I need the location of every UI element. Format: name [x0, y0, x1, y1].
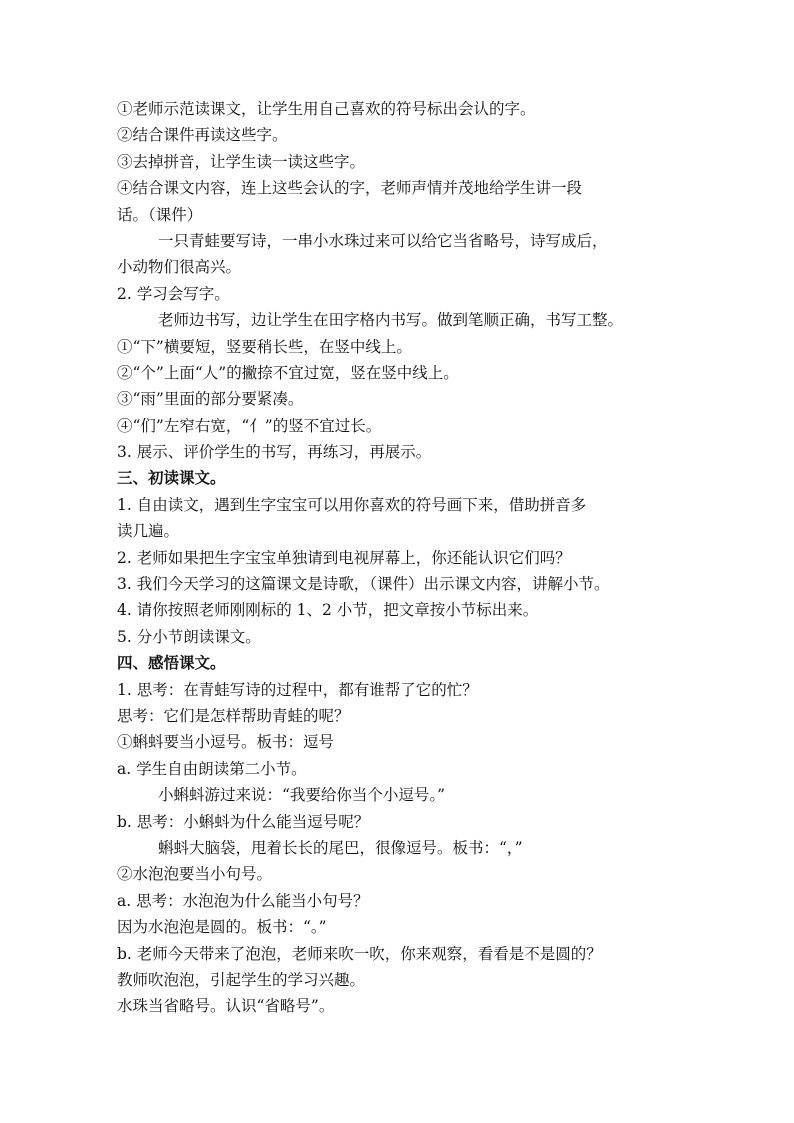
section-heading: 四、感悟课文。: [117, 653, 226, 673]
text-line: ②“个”上面“人”的撇捺不宜过宽，竖在竖中线上。: [117, 363, 459, 382]
text-line: ②水泡泡要当小句号。: [117, 865, 273, 884]
text-line: ④“们”左窄右宽，“亻”的竖不宜过长。: [117, 416, 382, 435]
text-line: 教师吹泡泡，引起学生的学习兴趣。: [117, 970, 366, 989]
section-heading: 三、初读课文。: [117, 468, 226, 488]
text-line: 小蝌蚪游过来说：“我要给你当个小逗号。”: [158, 786, 446, 805]
text-line: a. 思考：水泡泡为什么能当小句号？: [117, 891, 369, 910]
text-line: 蝌蚪大脑袋，甩着长长的尾巴，很像逗号。板书：“，”: [158, 838, 523, 857]
text-line: 话。（课件）: [117, 205, 203, 224]
text-line: b. 老师今天带来了泡泡，老师来吹一吹，你来观察，看看是不是圆的？: [117, 944, 602, 963]
text-line: b. 思考：小蝌蚪为什么能当逗号呢？: [117, 812, 370, 831]
text-line: ②结合课件再读这些字。: [117, 126, 288, 145]
text-line: 一只青蛙要写诗，一串小水珠过来可以给它当省略号，诗写成后，: [158, 231, 608, 250]
text-line: a. 学生自由朗读第二小节。: [117, 759, 307, 778]
text-line: ③“雨”里面的部分要紧凑。: [117, 390, 304, 409]
text-line: 思考：它们是怎样帮助青蛙的呢？: [117, 706, 350, 725]
text-line: ①蝌蚪要当小逗号。板书：逗号: [117, 733, 335, 752]
text-line: 5. 分小节朗读课文。: [117, 627, 261, 646]
text-line: 水珠当省略号。认识“省略号”。: [117, 997, 335, 1016]
text-line: ③去掉拼音，让学生读一读这些字。: [117, 152, 366, 171]
text-line: 3. 我们今天学习的这篇课文是诗歌，（课件）出示课文内容，讲解小节。: [117, 575, 610, 594]
text-line: 小动物们很高兴。: [117, 258, 242, 277]
text-line: 老师边书写，边让学生在田字格内书写。做到笔顺正确，书写工整。: [158, 311, 624, 330]
text-line: ①老师示范读课文，让学生用自己喜欢的符号标出会认的字。: [117, 100, 536, 118]
text-line: ④结合课文内容，连上这些会认的字，老师声情并茂地给学生讲一段: [117, 179, 583, 198]
text-line: 4. 请你按照老师刚刚标的 1、2 小节，把文章按小节标出来。: [117, 601, 539, 620]
document-page: [117, 96, 717, 1020]
text-line: ①“下”横要短，竖要稍长些，在竖中线上。: [117, 337, 412, 356]
text-line: 读几遍。: [117, 522, 180, 541]
text-line: 3. 展示、评价学生的书写，再练习，再展示。: [117, 443, 432, 462]
text-line: 1. 自由读文，遇到生字宝宝可以用你喜欢的符号画下来，借助拼音多: [117, 495, 587, 514]
text-line: 2. 老师如果把生字宝宝单独请到电视屏幕上，你还能认识它们吗？: [117, 548, 571, 567]
text-line: 1. 思考：在青蛙写诗的过程中，都有谁帮了它的忙？: [117, 680, 478, 699]
text-line: 因为水泡泡是圆的。板书：“。”: [117, 918, 327, 937]
text-line: 2. 学习会写字。: [117, 284, 230, 303]
